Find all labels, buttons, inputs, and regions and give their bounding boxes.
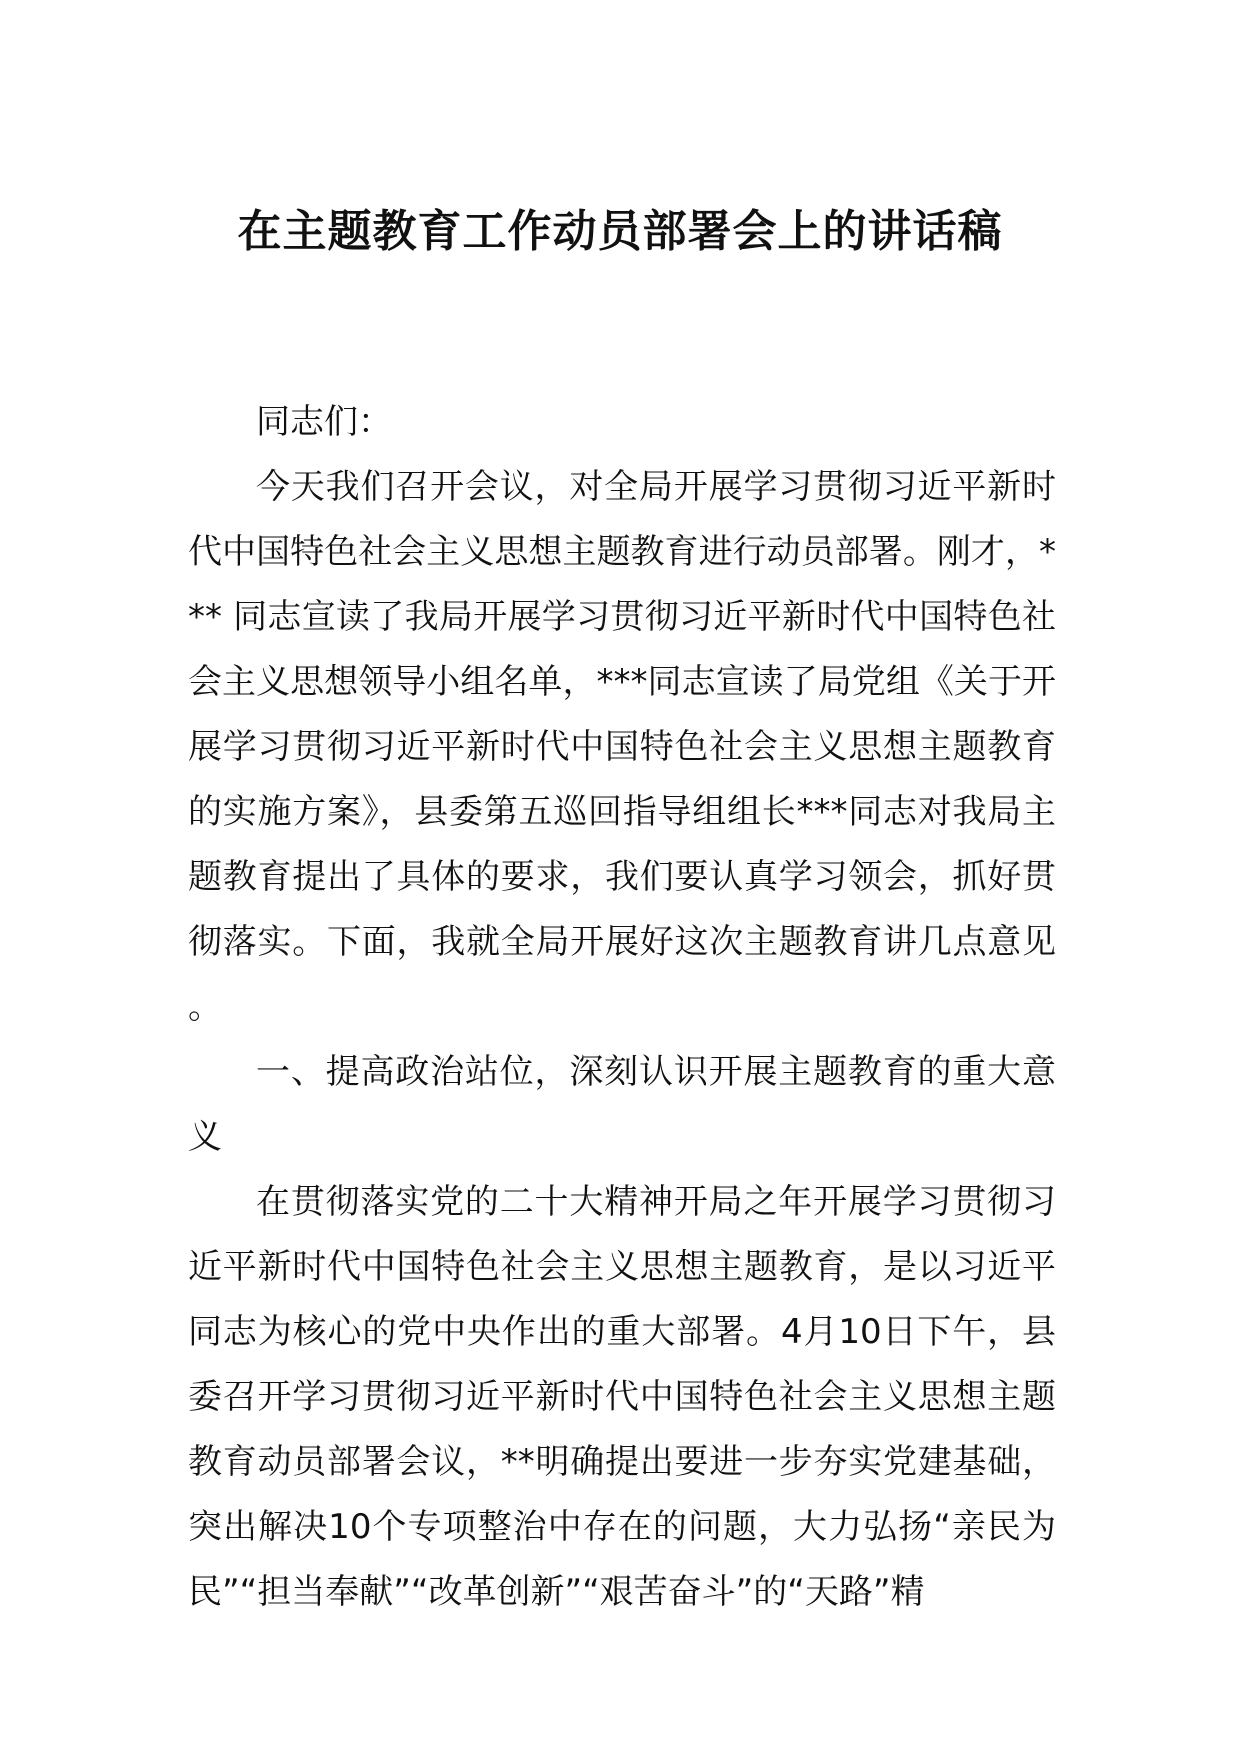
body-paragraph: 在贯彻落实党的二十大精神开局之年开展学习贯彻习近平新时代中国特色社会主义思想主题教育，是以习近平同志为核心的党中央作出的重大部署。4月10日下午，县委召开学习贯彻习近平新时代中国特色社会主义思想主题教育动员部署会议，**明确提出要进一步夯实党建基础，突出解决10个专项整治中存在的问题，大力弘扬“亲民为民”“担当奉献”“改革创新”“艰苦奋斗”的“天路”精 (188, 1182, 1056, 1612)
salutation-paragraph: 同志们： (256, 402, 392, 442)
intro-paragraph: 今天我们召开会议，对全局开展学习贯彻习近平新时代中国特色社会主义思想主题教育进行动员部署。刚才，*** 同志宣读了我局开展学习贯彻习近平新时代中国特色社会主义思想领导小组名单，***同志宣读了局党组《关于开展学习贯彻习近平新时代中国特色社会主义思想主题教育的实施方案》，县委第五巡回指导组组长***同志对我局主题教育提出了具体的要求，我们要认真学习领会，抓好贯彻落实。下面，我就全局开展好这次主题教育讲几点意见。 (188, 467, 1056, 1027)
section-heading: 一、提高政治站位，深刻认识开展主题教育的重大意义 (188, 1052, 1056, 1157)
document-body (188, 390, 1056, 1625)
document-title: 在主题教育工作动员部署会上的讲话稿 (237, 206, 1003, 257)
